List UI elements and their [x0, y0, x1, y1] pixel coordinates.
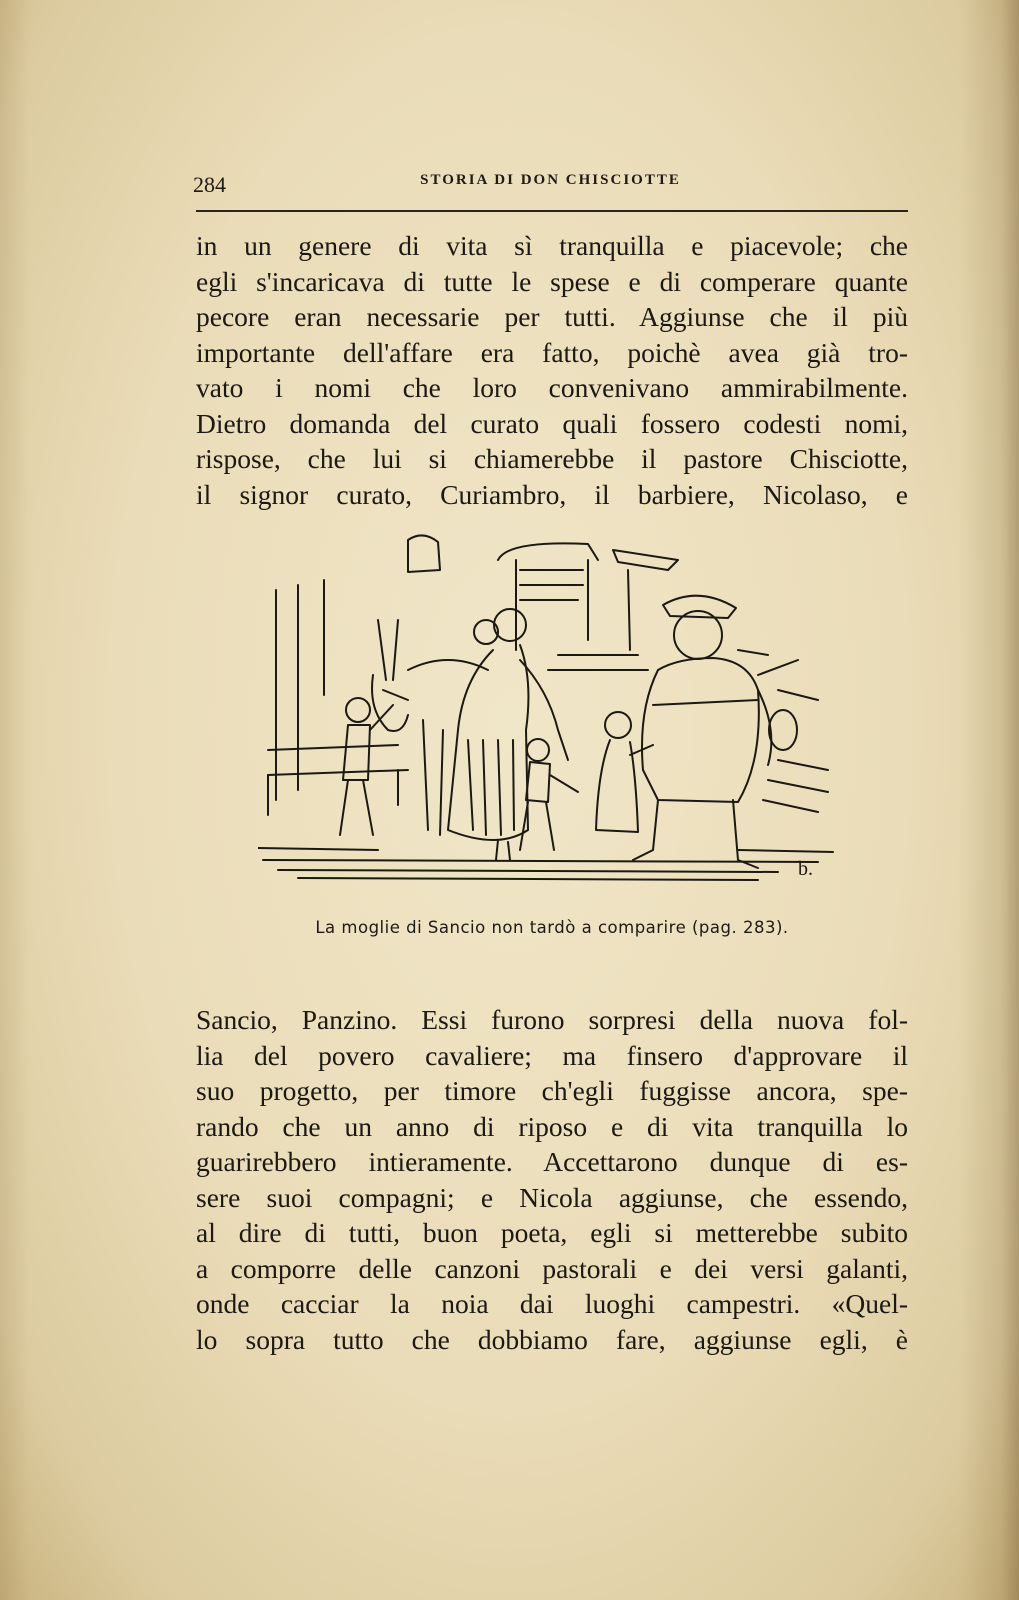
text-line: lo sopra tutto che dobbiamo fare, aggiunse egli, è — [196, 1323, 908, 1355]
text-line: onde cacciar la noia dai luoghi campestri. «Quel- — [196, 1288, 908, 1319]
engraving-illustration — [258, 530, 838, 900]
boy-figure — [340, 698, 393, 835]
text-line: vato i nomi che loro convenivano ammirabilmente. — [196, 372, 908, 403]
small-child — [520, 739, 578, 850]
running-title: STORIA DI DON CHISCIOTTE — [420, 172, 681, 188]
text-line: egli s'incaricava di tutte le spese e di comperare quante — [196, 265, 908, 297]
text-line: sere suoi compagni; e Nicola aggiunse, che essendo, — [196, 1181, 908, 1213]
text-line: rando che un anno di riposo e di vita tranquilla lo — [196, 1110, 908, 1142]
text-line: rispose, che lui si chiamerebbe il pastore Chisciotte, — [196, 443, 908, 474]
text-line: suo progetto, per timore ch'egli fuggisse ancora, spe- — [196, 1075, 908, 1106]
page-number: 284 — [193, 172, 226, 197]
text-line: il signor curato, Curiambro, il barbiere, Nicolaso, e — [196, 478, 908, 510]
background-architecture — [268, 535, 828, 815]
illustration-caption: La moglie di Sancio non tardò a comparire (pag. 283). — [315, 918, 789, 937]
text-line: in un genere di vita sì tranquilla e piacevole; che — [196, 230, 908, 261]
text-line: Sancio, Panzino. Essi furono sorpresi della nuova fol- — [196, 1004, 908, 1035]
paragraph-top — [196, 228, 908, 512]
header-rule — [196, 210, 908, 212]
running-header — [193, 168, 908, 197]
text-line: Dietro domanda del curato quali fossero codesti nomi, — [196, 407, 908, 439]
sancho-figure — [633, 596, 797, 868]
text-line: importante dell'affare era fatto, poichè avea già tro- — [196, 336, 908, 368]
paragraph-bottom — [196, 1002, 908, 1357]
illustration-signature: b. — [798, 858, 813, 880]
text-line: a comporre delle canzoni pastorali e dei versi galanti, — [196, 1252, 908, 1284]
text-line: pecore eran necessarie per tutti. Aggiunse che il più — [196, 301, 908, 332]
text-line: al dire di tutti, buon poeta, egli si metterebbe subito — [196, 1217, 908, 1248]
text-line: guarirebbero intieramente. Accettarono dunque di es- — [196, 1146, 908, 1177]
text-line: lia del povero cavaliere; ma finsero d'approvare il — [196, 1039, 908, 1071]
